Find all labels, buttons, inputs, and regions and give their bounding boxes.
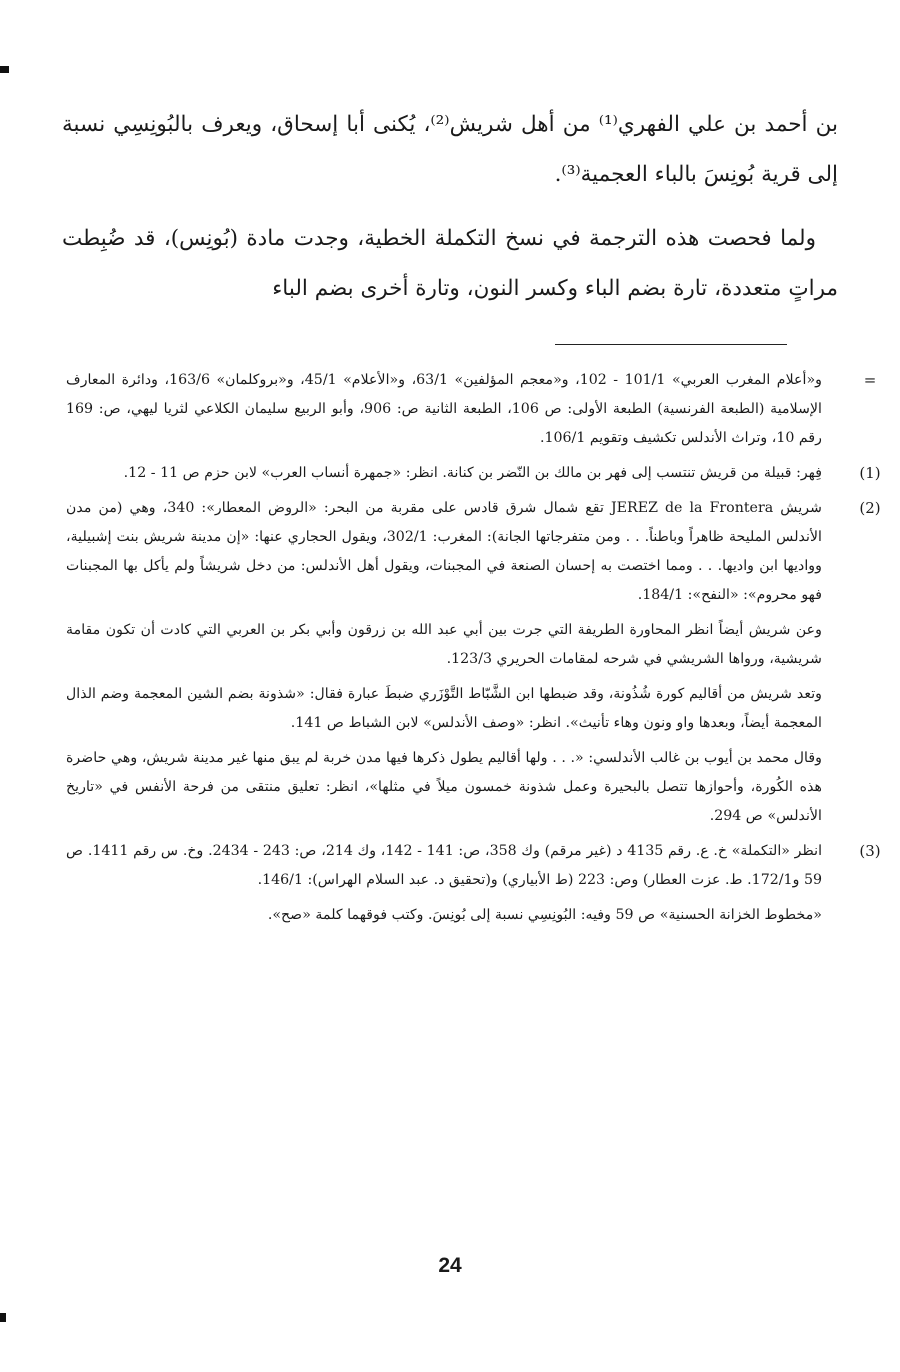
- footnote-paragraph: وعن شريش أيضاً انظر المحاورة الطريفة التي جرت بين أبي عبد الله بن زرقون وأبي بكر بن العربي التي كادت أن تكون مقامة شريشية، ورواها الشريشي في شرحه لمقامات الحريري 123/3.: [66, 622, 822, 667]
- footnote-separator: [555, 344, 787, 345]
- main-paragraph-1: بن أحمد بن علي الفهري⁽¹⁾ من أهل شريش⁽²⁾، يُكنى أبا إسحاق، ويعرف بالبُونِسِي نسبة إلى قرية بُونِسَ بالباء العجمية⁽³⁾.: [62, 112, 839, 187]
- footnote-2: [66, 494, 881, 831]
- footnote-paragraph: شريش JEREZ de la Frontera تقع شمال شرق قادس على مقربة من البحر: «الروض المعطار»: 340، وهي (من مدن الأندلس المليحة ظاهراً وباطناً. . . ومن متفرجاتها الجانة): المغرب: 302/1، ويقول الحجاري عنها: «إن مدينة شريش بنت إشبيلية، وواديها ابن واديها. . . ومما اختصت به إحسان الصنعة في المجبنات، ويقول أهل الأندلس: من دخل شريشاً ولم يأكل بها المجبنات فهو محروم»: «النفح»: 184/1.: [66, 500, 822, 603]
- footnote-continued: [66, 366, 877, 453]
- footnote-paragraph: وقال محمد بن أيوب بن غالب الأندلسي: «. . . ولها أقاليم يطول ذكرها فيها مدن خربة لم يبق منها غير مدينة شريش، وهي حاضرة هذه الكُورة، وأحوازها تتصل بالبحيرة وعمل شذونة خمسون ميلاً في مثلها»، انظر: تعليق منتقى من فرحة الأنفس في «تاريخ الأندلس» ص 294.: [66, 750, 822, 824]
- footnote-paragraph: فِهر: قبيلة من قريش تنتسب إلى فهر بن مالك بن النّضر بن كنانة. انظر: «جمهرة أنساب العرب» لابن حزم ص 11 - 12.: [123, 465, 822, 481]
- footnote-3: [66, 837, 881, 930]
- footnote-paragraph: و«أعلام المغرب العربي» 101/1 - 102، و«معجم المؤلفين» 63/1، و«الأعلام» 45/1، و«بروكلمان» 163/6، ودائرة المعارف الإسلامية (الطبعة الفرنسية) الطبعة الأولى: ص 106، الطبعة الثانية ص: 906، وأبو الربيع سليمان الكلاعي لثريا ليهي، ص: 169 رقم 10، وتراث الأندلس تكشيف وتقويم 106/1.: [66, 372, 822, 446]
- footnote-paragraph: انظر «التكملة» خ. ع. رقم 4135 د (غير مرقم) وك 358، ص: 141 - 142، وك 214، ص: 243 - 2434. وخ. س رقم 1411. ص 59 و172/1. ط. عزت العطار) وص: 223 (ط الأبياري) و(تحقيق د. عبد السلام الهراس): 146/1.: [66, 843, 823, 888]
- scan-edge-mark-bottom: [0, 1313, 6, 1322]
- page-number: 24: [438, 1254, 462, 1277]
- footnote-marker: (2): [859, 499, 881, 517]
- footnote-marker: (3): [859, 842, 881, 860]
- main-text: [62, 100, 838, 328]
- footnote-marker: (1): [859, 464, 881, 482]
- scan-edge-mark-top: [0, 66, 9, 73]
- footnote-1: [66, 459, 881, 488]
- footnote-paragraph: وتعد شريش من أقاليم كورة شُذُونة، وقد ضبطها ابن الشَّبّاط التَّوْزَري ضبطَ عبارة فقال: «شذونة بضم الشين المعجمة وضم الذال المعجمة أيضاً، وبعدها واو ونون وهاء تأنيث». انظر: «وصف الأندلس» لابن الشباط ص 141.: [66, 686, 822, 731]
- footnotes: [66, 366, 881, 936]
- main-paragraph-2: ولما فحصت هذه الترجمة في نسخ التكملة الخطية، وجدت مادة (بُونِس)، قد ضُبِطت مراتٍ متعددة، تارة بضم الباء وكسر النون، وتارة أخرى بضم الباء: [62, 226, 838, 301]
- footnote-paragraph: «مخطوط الخزانة الحسنية» ص 59 وفيه: البُونِسِي نسبة إلى بُونِسَ. وكتب فوقهما كلمة «صح».: [267, 907, 822, 923]
- footnote-marker: =: [863, 371, 877, 389]
